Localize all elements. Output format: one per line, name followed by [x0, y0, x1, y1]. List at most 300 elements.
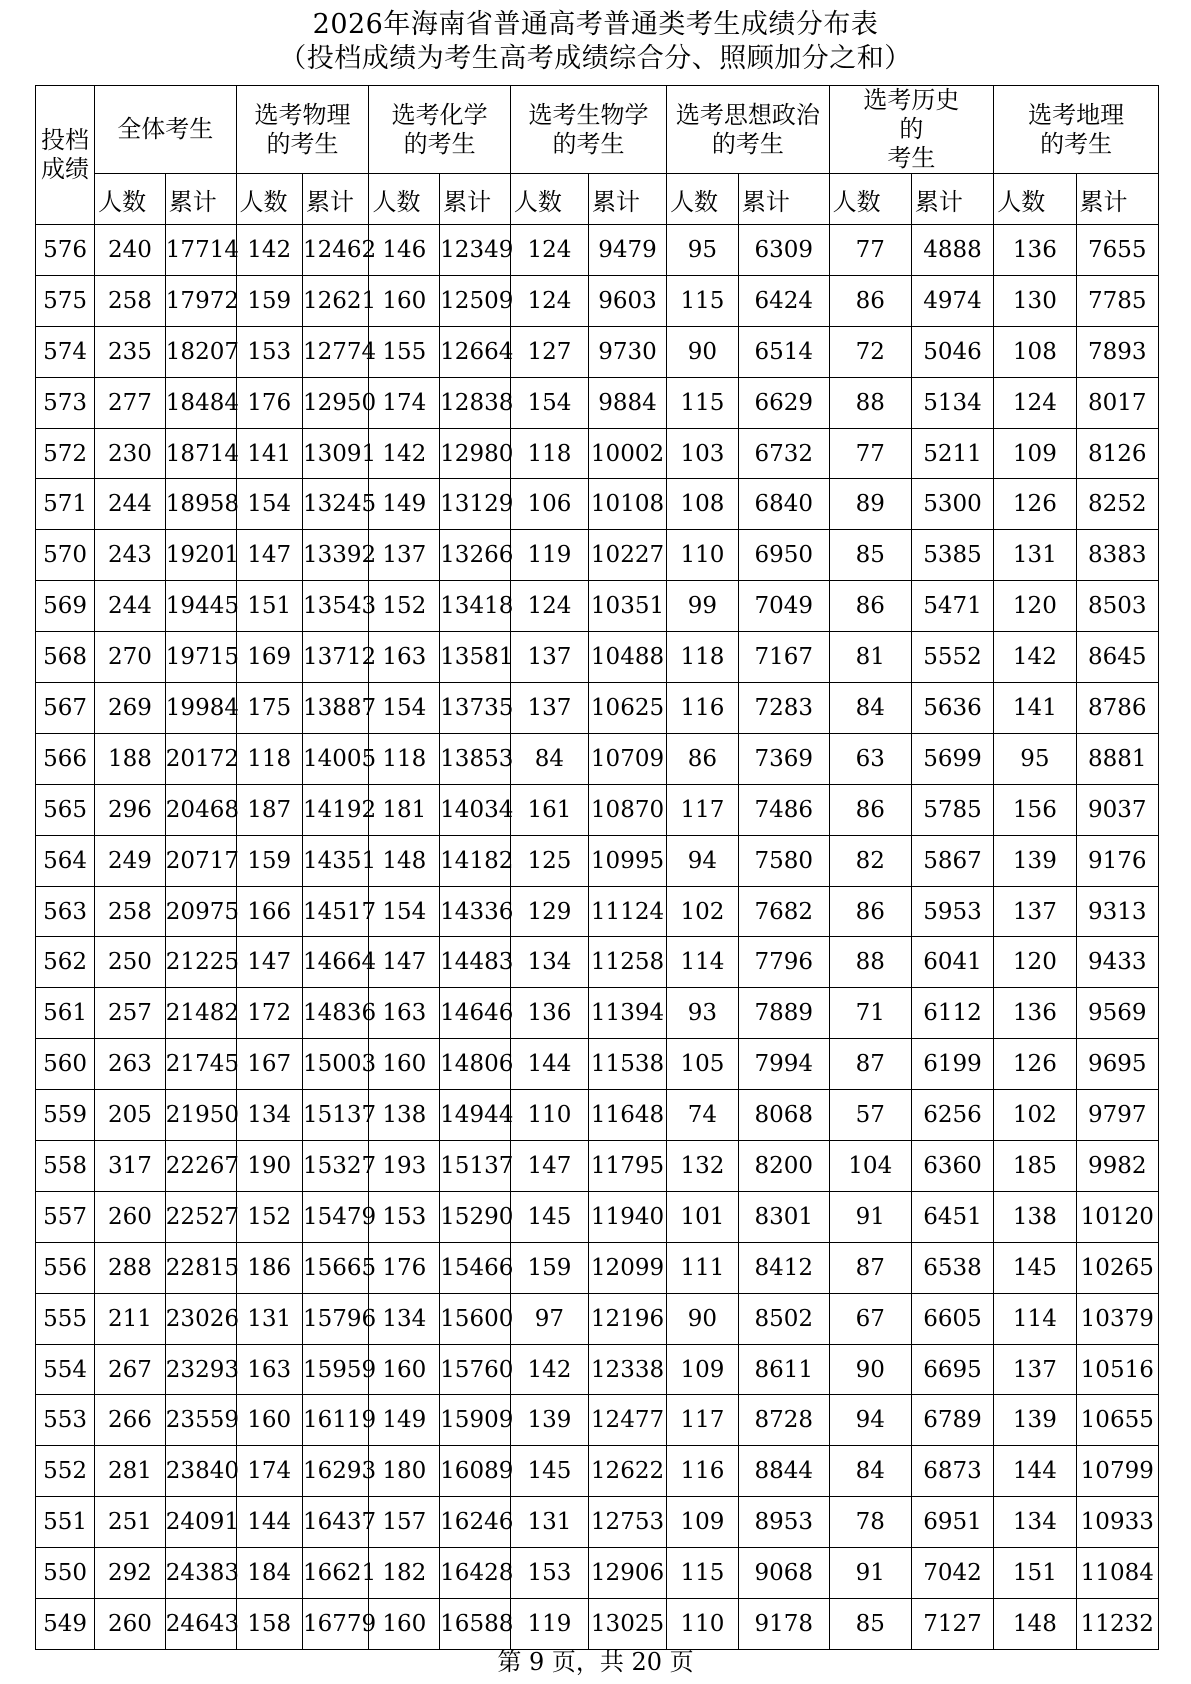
value-cell: 116 [667, 683, 739, 734]
value-cell: 235 [95, 326, 166, 377]
value-cell: 8786 [1076, 683, 1158, 734]
value-cell: 6873 [911, 1446, 993, 1497]
value-cell: 9178 [738, 1599, 829, 1650]
value-cell: 90 [667, 326, 739, 377]
value-cell: 240 [95, 225, 166, 276]
table-row [36, 530, 1159, 581]
value-cell: 11940 [588, 1191, 666, 1242]
page-footer: 第 9 页，共 20 页 [497, 1648, 694, 1676]
score-distribution-table [35, 85, 1159, 1650]
value-cell: 8503 [1076, 581, 1158, 632]
header-row-subcolumns [36, 174, 1159, 225]
value-cell: 81 [829, 632, 911, 683]
value-cell: 95 [994, 733, 1076, 784]
value-cell: 8301 [738, 1191, 829, 1242]
score-cell: 555 [36, 1293, 95, 1344]
document-subtitle: （投档成绩为考生高考成绩综合分、照顾加分之和） [279, 43, 912, 74]
group-header [829, 86, 1008, 174]
value-cell: 134 [369, 1293, 440, 1344]
value-cell: 134 [994, 1497, 1076, 1548]
value-cell: 9884 [588, 377, 666, 428]
group-header-line1: 选考生物学 [528, 100, 649, 129]
count-header: 人数 [95, 174, 166, 225]
value-cell: 176 [236, 377, 302, 428]
value-cell: 6451 [911, 1191, 993, 1242]
value-cell: 12664 [440, 326, 511, 377]
table-row [36, 886, 1159, 937]
value-cell: 13129 [440, 479, 511, 530]
value-cell: 16428 [440, 1548, 511, 1599]
value-cell: 120 [994, 937, 1076, 988]
value-cell: 63 [829, 733, 911, 784]
value-cell: 23026 [165, 1293, 236, 1344]
value-cell: 137 [994, 886, 1076, 937]
count-header: 人数 [510, 174, 588, 225]
value-cell: 57 [829, 1090, 911, 1141]
cumulative-header: 累计 [738, 174, 829, 225]
value-cell: 188 [95, 733, 166, 784]
value-cell: 88 [829, 377, 911, 428]
value-cell: 167 [236, 1039, 302, 1090]
value-cell: 277 [95, 377, 166, 428]
value-cell: 14517 [302, 886, 368, 937]
value-cell: 8728 [738, 1395, 829, 1446]
value-cell: 8383 [1076, 530, 1158, 581]
value-cell: 94 [829, 1395, 911, 1446]
table-row [36, 1039, 1159, 1090]
value-cell: 153 [369, 1191, 440, 1242]
score-cell: 569 [36, 581, 95, 632]
value-cell: 126 [994, 479, 1076, 530]
value-cell: 6424 [738, 275, 829, 326]
value-cell: 5699 [911, 733, 993, 784]
value-cell: 12753 [588, 1497, 666, 1548]
value-cell: 16621 [302, 1548, 368, 1599]
value-cell: 86 [829, 886, 911, 937]
score-header-line1: 投档 [41, 126, 90, 154]
value-cell: 77 [829, 428, 911, 479]
value-cell: 6789 [911, 1395, 993, 1446]
value-cell: 23840 [165, 1446, 236, 1497]
value-cell: 7167 [738, 632, 829, 683]
value-cell: 9569 [1076, 988, 1158, 1039]
value-cell: 131 [236, 1293, 302, 1344]
value-cell: 6514 [738, 326, 829, 377]
table-row [36, 1446, 1159, 1497]
score-cell: 572 [36, 428, 95, 479]
value-cell: 269 [95, 683, 166, 734]
value-cell: 117 [667, 1395, 739, 1446]
value-cell: 6360 [911, 1141, 993, 1192]
value-cell: 9797 [1076, 1090, 1158, 1141]
value-cell: 147 [236, 937, 302, 988]
value-cell: 10870 [588, 784, 666, 835]
value-cell: 86 [667, 733, 739, 784]
value-cell: 10488 [588, 632, 666, 683]
value-cell: 7655 [1076, 225, 1158, 276]
score-header-line2: 成绩 [41, 155, 90, 183]
table-row [36, 377, 1159, 428]
value-cell: 205 [95, 1090, 166, 1141]
value-cell: 8881 [1076, 733, 1158, 784]
value-cell: 250 [95, 937, 166, 988]
value-cell: 19445 [165, 581, 236, 632]
value-cell: 4974 [911, 275, 993, 326]
value-cell: 154 [369, 683, 440, 734]
value-cell: 12980 [440, 428, 511, 479]
value-cell: 17714 [165, 225, 236, 276]
value-cell: 108 [994, 326, 1076, 377]
value-cell: 145 [510, 1191, 588, 1242]
value-cell: 15665 [302, 1242, 368, 1293]
value-cell: 15290 [440, 1191, 511, 1242]
score-cell: 568 [36, 632, 95, 683]
value-cell: 131 [994, 530, 1076, 581]
value-cell: 134 [236, 1090, 302, 1141]
value-cell: 9479 [588, 225, 666, 276]
value-cell: 193 [369, 1141, 440, 1192]
value-cell: 110 [667, 1599, 739, 1650]
value-cell: 13245 [302, 479, 368, 530]
value-cell: 258 [95, 886, 166, 937]
value-cell: 296 [95, 784, 166, 835]
count-header: 人数 [667, 174, 739, 225]
value-cell: 160 [236, 1395, 302, 1446]
table-row [36, 1191, 1159, 1242]
value-cell: 152 [369, 581, 440, 632]
value-cell: 84 [510, 733, 588, 784]
group-header [236, 86, 369, 174]
value-cell: 16119 [302, 1395, 368, 1446]
value-cell: 139 [994, 835, 1076, 886]
value-cell: 7127 [911, 1599, 993, 1650]
value-cell: 11394 [588, 988, 666, 1039]
value-cell: 12196 [588, 1293, 666, 1344]
value-cell: 5385 [911, 530, 993, 581]
value-cell: 7283 [738, 683, 829, 734]
value-cell: 263 [95, 1039, 166, 1090]
value-cell: 7994 [738, 1039, 829, 1090]
value-cell: 159 [236, 835, 302, 886]
value-cell: 176 [369, 1242, 440, 1293]
value-cell: 111 [667, 1242, 739, 1293]
value-cell: 13392 [302, 530, 368, 581]
value-cell: 6538 [911, 1242, 993, 1293]
value-cell: 9433 [1076, 937, 1158, 988]
group-header-line1: 选考地理 [1028, 100, 1125, 129]
value-cell: 74 [667, 1090, 739, 1141]
value-cell: 180 [369, 1446, 440, 1497]
value-cell: 124 [510, 581, 588, 632]
value-cell: 6112 [911, 988, 993, 1039]
value-cell: 118 [236, 733, 302, 784]
value-cell: 15909 [440, 1395, 511, 1446]
value-cell: 160 [369, 1599, 440, 1650]
table-row [36, 1293, 1159, 1344]
value-cell: 13025 [588, 1599, 666, 1650]
value-cell: 184 [236, 1548, 302, 1599]
score-cell: 566 [36, 733, 95, 784]
value-cell: 6256 [911, 1090, 993, 1141]
value-cell: 260 [95, 1191, 166, 1242]
value-cell: 186 [236, 1242, 302, 1293]
value-cell: 182 [369, 1548, 440, 1599]
value-cell: 251 [95, 1497, 166, 1548]
value-cell: 136 [510, 988, 588, 1039]
value-cell: 4888 [911, 225, 993, 276]
value-cell: 8611 [738, 1344, 829, 1395]
value-cell: 244 [95, 479, 166, 530]
score-cell: 554 [36, 1344, 95, 1395]
value-cell: 14336 [440, 886, 511, 937]
value-cell: 244 [95, 581, 166, 632]
group-header [994, 86, 1159, 174]
value-cell: 14005 [302, 733, 368, 784]
value-cell: 7893 [1076, 326, 1158, 377]
value-cell: 154 [510, 377, 588, 428]
cumulative-header: 累计 [588, 174, 666, 225]
value-cell: 115 [667, 275, 739, 326]
value-cell: 5785 [911, 784, 993, 835]
value-cell: 114 [667, 937, 739, 988]
table-row [36, 1242, 1159, 1293]
value-cell: 136 [994, 988, 1076, 1039]
value-cell: 9176 [1076, 835, 1158, 886]
table-row [36, 1599, 1159, 1650]
value-cell: 8200 [738, 1141, 829, 1192]
value-cell: 166 [236, 886, 302, 937]
value-cell: 10995 [588, 835, 666, 886]
score-cell: 571 [36, 479, 95, 530]
value-cell: 19201 [165, 530, 236, 581]
value-cell: 19715 [165, 632, 236, 683]
group-header-line1: 选考历史 的 [863, 86, 1008, 143]
score-cell: 570 [36, 530, 95, 581]
value-cell: 13712 [302, 632, 368, 683]
value-cell: 155 [369, 326, 440, 377]
value-cell: 85 [829, 530, 911, 581]
score-cell: 550 [36, 1548, 95, 1599]
value-cell: 5134 [911, 377, 993, 428]
value-cell: 5471 [911, 581, 993, 632]
count-header: 人数 [369, 174, 440, 225]
value-cell: 15600 [440, 1293, 511, 1344]
value-cell: 144 [236, 1497, 302, 1548]
value-cell: 15003 [302, 1039, 368, 1090]
group-header-line2: 的考生 [403, 129, 476, 158]
value-cell: 6629 [738, 377, 829, 428]
value-cell: 288 [95, 1242, 166, 1293]
value-cell: 71 [829, 988, 911, 1039]
value-cell: 22267 [165, 1141, 236, 1192]
value-cell: 147 [369, 937, 440, 988]
group-header-line2: 考生 [887, 144, 936, 172]
value-cell: 146 [369, 225, 440, 276]
value-cell: 156 [994, 784, 1076, 835]
value-cell: 8502 [738, 1293, 829, 1344]
value-cell: 9603 [588, 275, 666, 326]
value-cell: 23293 [165, 1344, 236, 1395]
score-cell: 565 [36, 784, 95, 835]
document-title: 2026年海南省普通高考普通类考生成绩分布表 [312, 9, 879, 40]
value-cell: 142 [510, 1344, 588, 1395]
value-cell: 163 [236, 1344, 302, 1395]
score-cell: 574 [36, 326, 95, 377]
value-cell: 163 [369, 632, 440, 683]
value-cell: 5552 [911, 632, 993, 683]
value-cell: 7796 [738, 937, 829, 988]
value-cell: 86 [829, 275, 911, 326]
value-cell: 174 [369, 377, 440, 428]
value-cell: 14182 [440, 835, 511, 886]
group-header [369, 86, 510, 174]
table-row [36, 937, 1159, 988]
value-cell: 16588 [440, 1599, 511, 1650]
value-cell: 10265 [1076, 1242, 1158, 1293]
group-header [510, 86, 666, 174]
score-cell: 576 [36, 225, 95, 276]
value-cell: 7369 [738, 733, 829, 784]
value-cell: 97 [510, 1293, 588, 1344]
value-cell: 20975 [165, 886, 236, 937]
value-cell: 154 [369, 886, 440, 937]
group-header-line2: 的考生 [1040, 129, 1113, 158]
value-cell: 109 [667, 1497, 739, 1548]
value-cell: 12338 [588, 1344, 666, 1395]
cumulative-header: 累计 [165, 174, 236, 225]
value-cell: 6199 [911, 1039, 993, 1090]
cumulative-header: 累计 [1076, 174, 1158, 225]
value-cell: 110 [510, 1090, 588, 1141]
value-cell: 126 [994, 1039, 1076, 1090]
table-row [36, 632, 1159, 683]
value-cell: 6732 [738, 428, 829, 479]
value-cell: 108 [667, 479, 739, 530]
value-cell: 185 [994, 1141, 1076, 1192]
value-cell: 138 [369, 1090, 440, 1141]
count-header: 人数 [236, 174, 302, 225]
value-cell: 257 [95, 988, 166, 1039]
value-cell: 6695 [911, 1344, 993, 1395]
value-cell: 6605 [911, 1293, 993, 1344]
value-cell: 11795 [588, 1141, 666, 1192]
value-cell: 129 [510, 886, 588, 937]
value-cell: 21482 [165, 988, 236, 1039]
value-cell: 17972 [165, 275, 236, 326]
value-cell: 138 [994, 1191, 1076, 1242]
score-cell: 556 [36, 1242, 95, 1293]
value-cell: 91 [829, 1548, 911, 1599]
value-cell: 14351 [302, 835, 368, 886]
value-cell: 14034 [440, 784, 511, 835]
value-cell: 5867 [911, 835, 993, 886]
value-cell: 72 [829, 326, 911, 377]
value-cell: 137 [994, 1344, 1076, 1395]
value-cell: 8645 [1076, 632, 1158, 683]
value-cell: 67 [829, 1293, 911, 1344]
value-cell: 118 [667, 632, 739, 683]
value-cell: 13091 [302, 428, 368, 479]
value-cell: 95 [667, 225, 739, 276]
group-header [95, 86, 236, 174]
value-cell: 12774 [302, 326, 368, 377]
score-cell: 563 [36, 886, 95, 937]
value-cell: 8017 [1076, 377, 1158, 428]
value-cell: 10655 [1076, 1395, 1158, 1446]
value-cell: 12621 [302, 275, 368, 326]
value-cell: 151 [236, 581, 302, 632]
value-cell: 8068 [738, 1090, 829, 1141]
value-cell: 144 [510, 1039, 588, 1090]
value-cell: 11084 [1076, 1548, 1158, 1599]
value-cell: 174 [236, 1446, 302, 1497]
cumulative-header: 累计 [440, 174, 511, 225]
table-row [36, 1090, 1159, 1141]
group-header-line1: 全体考生 [117, 115, 214, 143]
table-row [36, 479, 1159, 530]
value-cell: 15137 [440, 1141, 511, 1192]
value-cell: 7049 [738, 581, 829, 632]
value-cell: 20468 [165, 784, 236, 835]
value-cell: 7889 [738, 988, 829, 1039]
value-cell: 86 [829, 784, 911, 835]
table-row [36, 275, 1159, 326]
value-cell: 109 [994, 428, 1076, 479]
value-cell: 16437 [302, 1497, 368, 1548]
score-cell: 549 [36, 1599, 95, 1650]
value-cell: 148 [994, 1599, 1076, 1650]
value-cell: 101 [667, 1191, 739, 1242]
table-row [36, 326, 1159, 377]
value-cell: 21950 [165, 1090, 236, 1141]
score-cell: 553 [36, 1395, 95, 1446]
value-cell: 22527 [165, 1191, 236, 1242]
value-cell: 14836 [302, 988, 368, 1039]
value-cell: 109 [667, 1344, 739, 1395]
value-cell: 137 [369, 530, 440, 581]
value-cell: 125 [510, 835, 588, 886]
table-row [36, 428, 1159, 479]
value-cell: 18207 [165, 326, 236, 377]
value-cell: 160 [369, 1039, 440, 1090]
value-cell: 21745 [165, 1039, 236, 1090]
value-cell: 77 [829, 225, 911, 276]
value-cell: 103 [667, 428, 739, 479]
value-cell: 151 [994, 1548, 1076, 1599]
value-cell: 15327 [302, 1141, 368, 1192]
value-cell: 175 [236, 683, 302, 734]
value-cell: 5211 [911, 428, 993, 479]
value-cell: 131 [510, 1497, 588, 1548]
value-cell: 11232 [1076, 1599, 1158, 1650]
value-cell: 16246 [440, 1497, 511, 1548]
value-cell: 172 [236, 988, 302, 1039]
value-cell: 84 [829, 683, 911, 734]
value-cell: 88 [829, 937, 911, 988]
value-cell: 149 [369, 1395, 440, 1446]
table-row [36, 581, 1159, 632]
value-cell: 7682 [738, 886, 829, 937]
value-cell: 139 [994, 1395, 1076, 1446]
value-cell: 292 [95, 1548, 166, 1599]
value-cell: 14646 [440, 988, 511, 1039]
value-cell: 16089 [440, 1446, 511, 1497]
value-cell: 90 [829, 1344, 911, 1395]
value-cell: 10516 [1076, 1344, 1158, 1395]
table-row [36, 988, 1159, 1039]
value-cell: 9730 [588, 326, 666, 377]
value-cell: 153 [236, 326, 302, 377]
